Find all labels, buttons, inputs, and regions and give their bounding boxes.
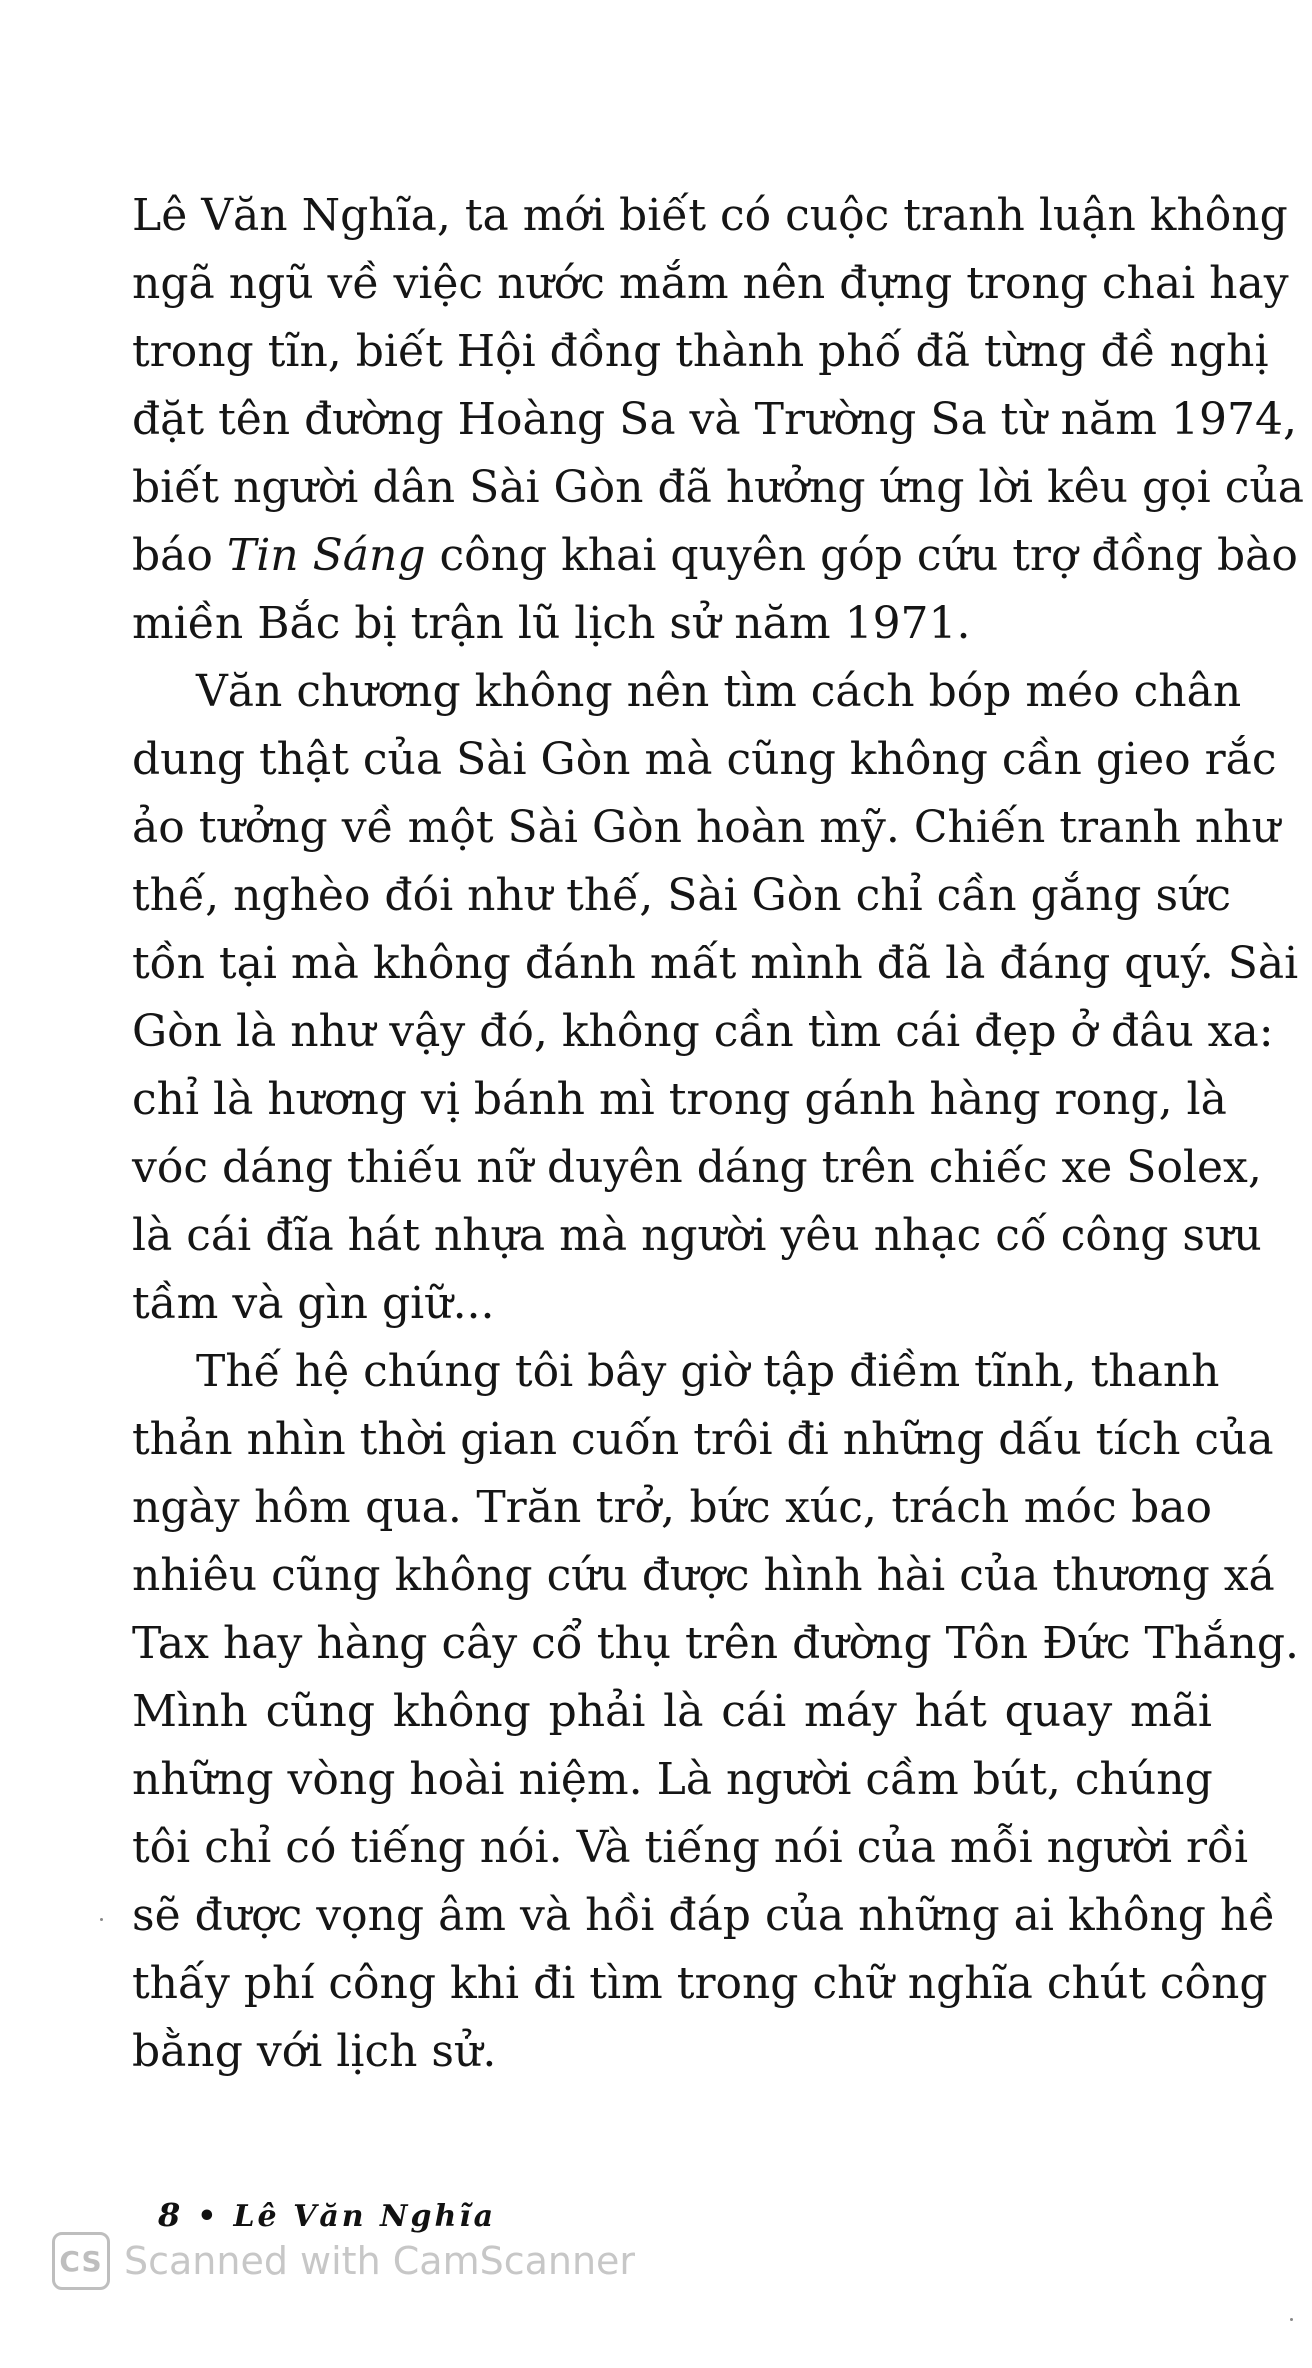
text-line: ảo tưởng về một Sài Gòn hoàn mỹ. Chiến tranh như — [132, 802, 1280, 853]
text-line: vóc dáng thiếu nữ duyên dáng trên chiếc xe Solex, — [132, 1142, 1262, 1193]
camscanner-watermark — [52, 2232, 635, 2290]
text-line: dung thật của Sài Gòn mà cũng không cần gieo rắc — [132, 734, 1277, 785]
scan-speck — [1290, 2318, 1293, 2321]
text-line: ngã ngũ về việc nước mắm nên đựng trong chai hay — [132, 258, 1289, 309]
text-line: Mình cũng không phải là cái máy hát quay mãi — [132, 1686, 1212, 1737]
text-line: Tax hay hàng cây cổ thụ trên đường Tôn Đức Thắng. — [132, 1618, 1299, 1669]
page-footer — [158, 2196, 496, 2234]
text-line: ngày hôm qua. Trăn trở, bức xúc, trách móc bao — [132, 1482, 1212, 1533]
camscanner-logo-icon: CS — [52, 2232, 110, 2290]
text-fragment: báo — [132, 530, 227, 581]
text-line: đặt tên đường Hoàng Sa và Trường Sa từ năm 1974, — [132, 394, 1297, 445]
text-line: Lê Văn Nghĩa, ta mới biết có cuộc tranh luận không — [132, 190, 1288, 241]
text-line: những vòng hoài niệm. Là người cầm bút, chúng — [132, 1754, 1213, 1805]
text-line: Gòn là như vậy đó, không cần tìm cái đẹp ở đâu xa: — [132, 1006, 1274, 1057]
text-line: tồn tại mà không đánh mất mình đã là đáng quý. Sài — [132, 938, 1299, 989]
text-line: bằng với lịch sử. — [132, 2026, 497, 2077]
text-line: Thế hệ chúng tôi bây giờ tập điềm tĩnh, thanh — [196, 1346, 1220, 1397]
text-line: sẽ được vọng âm và hồi đáp của những ai không hề — [132, 1890, 1276, 1941]
text-line: nhiêu cũng không cứu được hình hài của thương xá — [132, 1550, 1275, 1601]
footer-author: Lê Văn Nghĩa — [233, 2199, 497, 2234]
text-line — [132, 528, 1298, 584]
text-line: thấy phí công khi đi tìm trong chữ nghĩa chút công — [132, 1958, 1268, 2009]
text-line: tôi chỉ có tiếng nói. Và tiếng nói của mỗi người rồi — [132, 1822, 1249, 1873]
text-fragment: công khai quyên góp cứu trợ đồng bào — [425, 530, 1298, 581]
bullet-separator: • — [197, 2199, 220, 2234]
text-line: tầm và gìn giữ... — [132, 1278, 495, 1329]
watermark-text: Scanned with CamScanner — [124, 2239, 636, 2283]
text-line: miền Bắc bị trận lũ lịch sử năm 1971. — [132, 598, 971, 649]
text-line: Văn chương không nên tìm cách bóp méo chân — [196, 666, 1242, 717]
scan-speck — [100, 1918, 103, 1921]
text-line: biết người dân Sài Gòn đã hưởng ứng lời kêu gọi của — [132, 462, 1304, 513]
page-number: 8 — [158, 2196, 184, 2234]
text-line: thản nhìn thời gian cuốn trôi đi những dấu tích của — [132, 1414, 1274, 1465]
newspaper-title: Tin Sáng — [226, 530, 426, 581]
text-line: là cái đĩa hát nhựa mà người yêu nhạc cố công sưu — [132, 1210, 1262, 1261]
text-line: thế, nghèo đói như thế, Sài Gòn chỉ cần gắng sức — [132, 870, 1232, 921]
text-line: trong tĩn, biết Hội đồng thành phố đã từng đề nghị — [132, 326, 1269, 377]
text-line: chỉ là hương vị bánh mì trong gánh hàng rong, là — [132, 1074, 1227, 1125]
